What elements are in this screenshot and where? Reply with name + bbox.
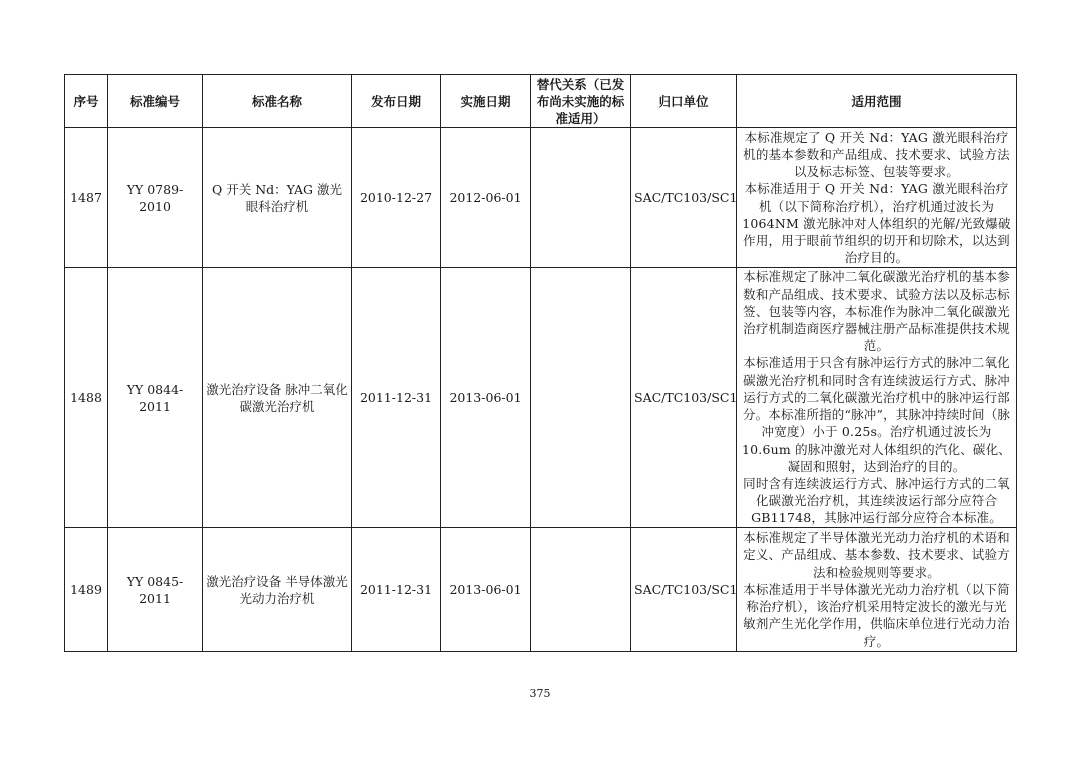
cell-dept: SAC/TC103/SC1 bbox=[631, 268, 737, 528]
header-code: 标准编号 bbox=[108, 75, 203, 128]
header-publish-date: 发布日期 bbox=[352, 75, 441, 128]
cell-implement-date: 2013-06-01 bbox=[441, 268, 531, 528]
cell-name bbox=[203, 528, 352, 652]
code-text: YY 0845-2011 bbox=[126, 573, 184, 606]
header-name: 标准名称 bbox=[203, 75, 352, 128]
header-replace: 替代关系（已发布尚未实施的标准适用） bbox=[531, 75, 631, 128]
scope-paragraph: 本标准适用于半导体激光光动力治疗机（以下简称治疗机），该治疗机采用特定波长的激光与光敏剂产生光化学作用，供临床单位进行光动力治疗。 bbox=[743, 581, 1010, 649]
header-seq: 序号 bbox=[65, 75, 108, 128]
cell-name bbox=[203, 128, 352, 268]
scope-paragraph: 本标准规定了脉冲二氧化碳激光治疗机的基本参数和产品组成、技术要求、试验方法以及标志标签、包装等内容，本标准作为脉冲二氧化碳激光治疗机制造商医疗器械注册产品标准提供技术规范。 bbox=[743, 269, 1010, 354]
scope-paragraph: 同时含有连续波运行方式、脉冲运行方式的二氧化碳激光治疗机，其连续波运行部分应符合 GB11748，其脉冲运行部分应符合本标准。 bbox=[743, 475, 1010, 526]
cell-publish-date: 2011-12-31 bbox=[352, 268, 441, 528]
name-text: 激光治疗设备 半导体激光光动力治疗机 bbox=[206, 573, 348, 606]
name-text: 激光治疗设备 脉冲二氧化碳激光治疗机 bbox=[206, 381, 348, 414]
cell-name bbox=[203, 268, 352, 528]
page-number: 375 bbox=[529, 687, 551, 700]
cell-dept: SAC/TC103/SC1 bbox=[631, 528, 737, 652]
cell-scope bbox=[737, 528, 1017, 652]
cell-seq: 1488 bbox=[65, 268, 108, 528]
cell-replace bbox=[531, 268, 631, 528]
header-implement-date: 实施日期 bbox=[441, 75, 531, 128]
cell-replace bbox=[531, 128, 631, 268]
code-text: YY 0789-2010 bbox=[126, 181, 184, 214]
cell-dept: SAC/TC103/SC1 bbox=[631, 128, 737, 268]
scope-paragraph: 本标准适用于 Q 开关 Nd：YAG 激光眼科治疗机（以下简称治疗机），治疗机通过波长为 1064NM 激光脉冲对人体组织的光解/光致爆破作用，用于眼前节组织的切开和切除术，以达到治疗目的。 bbox=[742, 181, 1011, 266]
cell-code bbox=[108, 268, 203, 528]
cell-code bbox=[108, 128, 203, 268]
header-dept: 归口单位 bbox=[631, 75, 737, 128]
cell-publish-date: 2011-12-31 bbox=[352, 528, 441, 652]
scope-paragraph: 本标准规定了 Q 开关 Nd：YAG 激光眼科治疗机的基本参数和产品组成、技术要求、试验方法以及标志标签、包装等要求。 bbox=[743, 129, 1010, 180]
standards-table bbox=[64, 74, 1017, 652]
header-scope: 适用范围 bbox=[737, 75, 1017, 128]
scope-paragraph: 本标准适用于只含有脉冲运行方式的脉冲二氧化碳激光治疗机和同时含有连续波运行方式、脉冲运行方式的二氧化碳激光治疗机中的脉冲运行部分。本标准所指的“脉冲”，其脉冲持续时间（脉冲宽度）小于 0.25s。治疗机通过波长为 10.6um 的脉冲激光对人体组织的汽化、碳化、凝固和照射，达到治疗的目的。 bbox=[741, 355, 1011, 474]
code-text: YY 0844-2011 bbox=[126, 381, 184, 414]
name-text: Q 开关 Nd：YAG 激光眼科治疗机 bbox=[212, 181, 342, 214]
cell-replace bbox=[531, 528, 631, 652]
cell-publish-date: 2010-12-27 bbox=[352, 128, 441, 268]
cell-implement-date: 2013-06-01 bbox=[441, 528, 531, 652]
table-row bbox=[65, 268, 1017, 528]
cell-seq: 1487 bbox=[65, 128, 108, 268]
cell-implement-date: 2012-06-01 bbox=[441, 128, 531, 268]
table-header-row bbox=[65, 75, 1017, 128]
table-row bbox=[65, 128, 1017, 268]
cell-scope bbox=[737, 128, 1017, 268]
table-row bbox=[65, 528, 1017, 652]
cell-scope bbox=[737, 268, 1017, 528]
cell-seq: 1489 bbox=[65, 528, 108, 652]
cell-code bbox=[108, 528, 203, 652]
scope-paragraph: 本标准规定了半导体激光光动力治疗机的术语和定义、产品组成、基本参数、技术要求、试验方法和检验规则等要求。 bbox=[743, 530, 1010, 580]
